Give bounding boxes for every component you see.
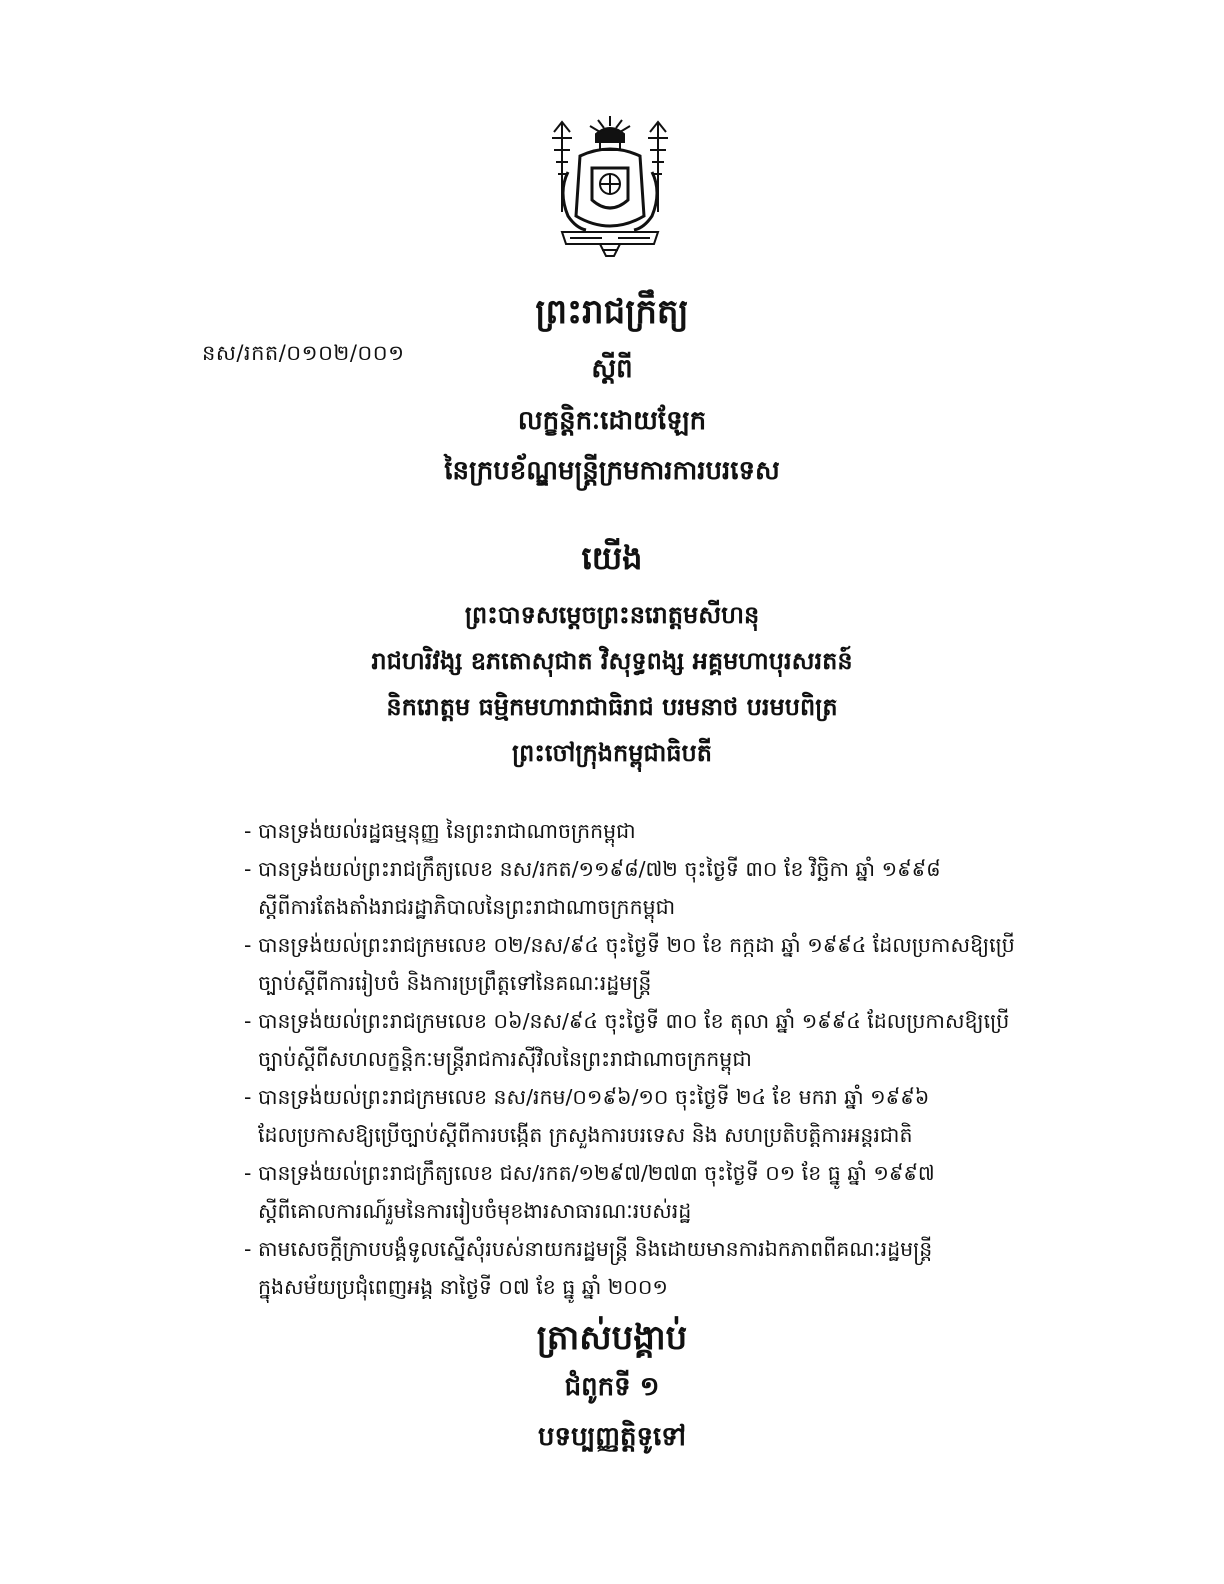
list-item-text: ច្បាប់ស្តីពីការរៀបចំ និងការប្រព្រឹត្តទៅនៃគណៈរដ្ឋមន្ត្រី (258, 971, 652, 995)
list-item (244, 1078, 1024, 1154)
chapter-number: ជំពូកទី ១ (564, 1372, 660, 1402)
list-item-text: បានទ្រង់យល់ព្រះរាជក្រមលេខ នស/រកម/០១៩៦/១០ ចុះថ្ងៃទី ២៤ ខែ មករា ឆ្នាំ ១៩៩៦ (258, 1085, 930, 1109)
bullet: - (244, 1237, 252, 1261)
bullet: - (244, 819, 252, 843)
list-item (244, 812, 1024, 850)
bullet: - (244, 1085, 252, 1109)
list-item-text: តាមសេចក្តីក្រាបបង្គំទូលស្នើសុំរបស់នាយករដ្ឋមន្ត្រី និងដោយមានការឯកភាពពីគណៈរដ្ឋមន្ត្រី (258, 1237, 933, 1261)
bullet: - (244, 933, 252, 957)
bullet: - (244, 1009, 252, 1033)
subject-line-1: លក្ខន្តិកៈដោយឡែក (517, 406, 707, 436)
list-item-text: ក្នុងសម័យប្រជុំពេញអង្គ នាថ្ងៃទី ០៧ ខែ ធ្នូ ឆ្នាំ ២០០១ (258, 1275, 668, 1299)
sovereign-title-line-2: រាជហរិវង្ស ឧភតោសុជាត វិសុទ្ធពង្ស អគ្គមហាបុរសរតន៍ (371, 647, 853, 675)
list-item (244, 1002, 1024, 1078)
document-title: ព្រះរាជក្រឹត្យ (535, 292, 689, 332)
list-item (244, 926, 1024, 1002)
list-item-text: បានទ្រង់យល់ព្រះរាជក្រឹត្យលេខ ជស/រកត/១២៩៧/២៧៣ ចុះថ្ងៃទី ០១ ខែ ធ្នូ ឆ្នាំ ១៩៩៧ (258, 1161, 935, 1185)
royal-coat-of-arms-icon (540, 112, 680, 260)
list-item-text: បានទ្រង់យល់ព្រះរាជក្រមលេខ ០៦/នស/៩៤ ចុះថ្ងៃទី ៣០ ខែ តុលា ឆ្នាំ ១៩៩៤ ដែលប្រកាសឱ្យប្រើ (258, 1009, 1010, 1033)
sovereign-title-line-1: ព្រះបាទសម្តេចព្រះនរោត្តមសីហនុ (464, 601, 760, 629)
legal-basis-list (244, 812, 1024, 1306)
ordain-heading: ត្រាស់បង្គាប់ (536, 1318, 688, 1358)
reference-number: នស/រកត/០១០២/០០១ (202, 341, 405, 365)
list-item (244, 1230, 1024, 1306)
list-item-text: ស្តីពីការតែងតាំងរាជរដ្ឋាភិបាលនៃព្រះរាជាណាចក្រកម្ពុជា (258, 895, 676, 919)
bullet: - (244, 1161, 252, 1185)
list-item (244, 850, 1024, 926)
list-item-text: បានទ្រង់យល់ព្រះរាជក្រមលេខ ០២/នស/៩៤ ចុះថ្ងៃទី ២០ ខែ កក្កដា ឆ្នាំ ១៩៩៤ ដែលប្រកាសឱ្យប្រើ (258, 933, 1015, 957)
chapter-title: បទប្បញ្ញត្តិទូទៅ (537, 1422, 687, 1452)
subject-line-2: នៃក្របខ័ណ្ឌមន្ត្រីក្រមការការបរទេស (444, 456, 780, 486)
list-item-text: ដែលប្រកាសឱ្យប្រើច្បាប់ស្តីពីការបង្កើត ក្រសួងការបរទេស និង សហប្រតិបត្តិការអន្តរជាតិ (258, 1123, 913, 1147)
list-item (244, 1154, 1024, 1230)
list-item-text: បានទ្រង់យល់រដ្ឋធម្មនុញ្ញ នៃព្រះរាជាណាចក្រកម្ពុជា (258, 819, 636, 843)
sovereign-title-line-4: ព្រះចៅក្រុងកម្ពុជាធិបតី (511, 739, 713, 767)
list-item-text: ស្តីពីគោលការណ៍រួមនៃការរៀបចំមុខងារសាធារណៈរបស់រដ្ឋ (258, 1199, 692, 1223)
bullet: - (244, 857, 252, 881)
list-item-text: ច្បាប់ស្តីពីសហលក្ខន្តិកៈមន្ត្រីរាជការស៊ីវិលនៃព្រះរាជាណាចក្រកម្ពុជា (258, 1047, 752, 1071)
sovereign-title-line-3: និករោត្តម ធម្មិកមហារាជាធិរាជ បរមនាថ បរមបពិត្រ (386, 693, 838, 721)
about-label: ស្តីពី (591, 354, 633, 384)
we-heading: យើង (581, 539, 643, 577)
list-item-text: បានទ្រង់យល់ព្រះរាជក្រឹត្យលេខ នស/រកត/១១៩៨/៧២ ចុះថ្ងៃទី ៣០ ខែ វិច្ឆិកា ឆ្នាំ ១៩៩៨ (258, 857, 941, 881)
